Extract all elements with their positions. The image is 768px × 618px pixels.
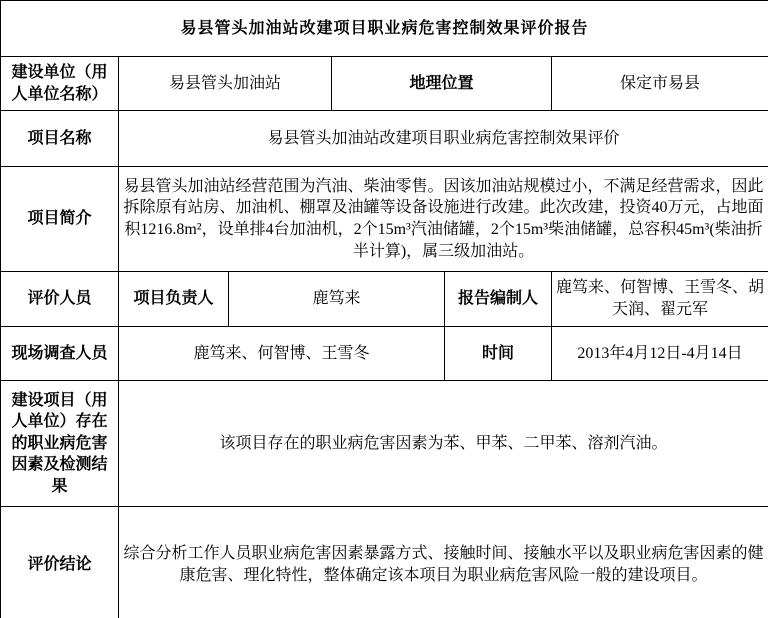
time-value: 2013年4月12日-4月14日 bbox=[552, 327, 768, 381]
project-name-label: 项目名称 bbox=[1, 111, 119, 167]
location-label: 地理位置 bbox=[332, 57, 552, 111]
construction-unit-value: 易县管头加油站 bbox=[119, 57, 332, 111]
site-survey-label: 现场调查人员 bbox=[1, 327, 119, 381]
location-value: 保定市易县 bbox=[552, 57, 768, 111]
project-name-value: 易县管头加油站改建项目职业病危害控制效果评价 bbox=[119, 111, 768, 167]
report-compilers-names: 鹿笃来、何智博、王雪冬、胡天润、翟元军 bbox=[552, 272, 768, 327]
time-label: 时间 bbox=[445, 327, 552, 381]
hazards-label: 建设项目（用人单位）存在的职业病危害因素及检测结果 bbox=[1, 381, 119, 507]
hazards-text: 该项目存在的职业病危害因素为苯、甲苯、二甲苯、溶剂汽油。 bbox=[119, 381, 768, 507]
evaluators-label: 评价人员 bbox=[1, 272, 119, 327]
report-title: 易县管头加油站改建项目职业病危害控制效果评价报告 bbox=[1, 1, 768, 57]
project-intro-label: 项目简介 bbox=[1, 167, 119, 272]
report-compilers-label: 报告编制人 bbox=[445, 272, 552, 327]
project-leader-name: 鹿笃来 bbox=[229, 272, 445, 327]
project-intro-text: 易县管头加油站经营范围为汽油、柴油零售。因该加油站规模过小，不满足经营需求，因此拆除原有站房、加油机、棚罩及油罐等设备设施进行改建。此次改建，投资40万元，占地面积1216.8m²，设单排4台加油机，2个15m³汽油储罐，2个15m³柴油储罐，总容积45m³(柴油折半计算)，属三级加油站。 bbox=[119, 167, 768, 272]
site-survey-names: 鹿笃来、何智博、王雪冬 bbox=[119, 327, 445, 381]
project-leader-label: 项目负责人 bbox=[119, 272, 229, 327]
conclusion-label: 评价结论 bbox=[1, 507, 119, 618]
construction-unit-label: 建设单位（用人单位名称） bbox=[1, 57, 119, 111]
conclusion-text: 综合分析工作人员职业病危害因素暴露方式、接触时间、接触水平以及职业病危害因素的健康危害、理化特性，整体确定该本项目为职业病危害风险一般的建设项目。 bbox=[119, 507, 768, 618]
